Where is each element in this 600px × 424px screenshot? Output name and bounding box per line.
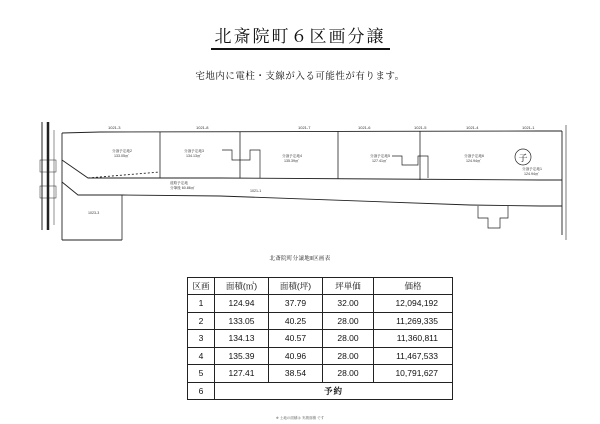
lot-label: 分譲予定地1 <box>522 167 542 171</box>
footnote: ※ 土地の面積は 実測面積 です <box>275 416 325 420</box>
notice-text: 宅地内に電柱・支線が入る可能性が有ります。 <box>195 71 405 82</box>
lot-area: 134.13㎡ <box>186 154 201 158</box>
lot-area: 124.94㎡ <box>466 159 481 163</box>
left-edge-marker <box>40 122 56 230</box>
plan-caption: 北斎院町分譲地Ⅱ区画表 <box>269 256 331 262</box>
lot-price-table <box>187 277 453 400</box>
header-area-sqm: 面積(㎡) <box>215 278 269 295</box>
table-row: 4 135.39 40.96 28.00 11,467,533 <box>188 347 453 365</box>
header-lot: 区画 <box>188 278 215 295</box>
page-title: 北斎院町６区画分譲 <box>0 22 600 47</box>
lower-parcel: 1023-3 <box>88 211 100 215</box>
road-parcel: 1021-1 <box>250 189 262 193</box>
reserved-row: 6 予約 <box>188 382 453 400</box>
lot-dividers <box>122 131 420 240</box>
lot-label: 分譲予定地4 <box>282 154 302 158</box>
lot-area: 124.94㎡ <box>524 172 539 176</box>
svg-text:1021-4: 1021-4 <box>466 125 479 130</box>
svg-text:1021-5: 1021-5 <box>414 125 427 130</box>
table-row: 3 134.13 40.57 28.00 11,360,811 <box>188 330 453 348</box>
svg-text:1021-3: 1021-3 <box>108 125 121 130</box>
header-unit-price: 坪単価 <box>323 278 374 295</box>
road-note: 道路予定地 <box>170 181 188 185</box>
svg-text:子: 子 <box>518 154 528 164</box>
lot-label: 分譲予定地2 <box>112 149 132 153</box>
reserved-label: 予約 <box>215 382 453 400</box>
top-parcel-numbers <box>108 125 535 130</box>
lot-label: 分譲予定地3 <box>184 149 204 153</box>
header-area-tsubo: 面積(坪) <box>269 278 323 295</box>
table-row: 5 127.41 38.54 28.00 10,791,627 <box>188 365 453 383</box>
svg-text:1021-6: 1021-6 <box>358 125 371 130</box>
private-road <box>62 160 562 206</box>
lot-area: 135.39㎡ <box>284 159 299 163</box>
table-row: 2 133.05 40.25 28.00 11,269,335 <box>188 312 453 330</box>
table-row: 1 124.94 37.79 32.00 12,094,192 <box>188 295 453 313</box>
compass-icon <box>515 149 531 165</box>
table-header-row <box>188 278 453 295</box>
road-area: 分筆後 60.86㎡ <box>170 186 195 190</box>
lot-label: 分譲予定地5 <box>370 154 390 158</box>
svg-text:1021-8: 1021-8 <box>196 125 209 130</box>
lot-area: 133.05㎡ <box>114 154 129 158</box>
header-price: 価格 <box>374 278 453 295</box>
lot-area: 127.41㎡ <box>372 159 387 163</box>
svg-text:1021-7: 1021-7 <box>298 125 311 130</box>
lot-label: 分譲予定地6 <box>464 154 484 158</box>
svg-text:1021-1: 1021-1 <box>522 125 535 130</box>
property-boundary <box>62 125 566 240</box>
